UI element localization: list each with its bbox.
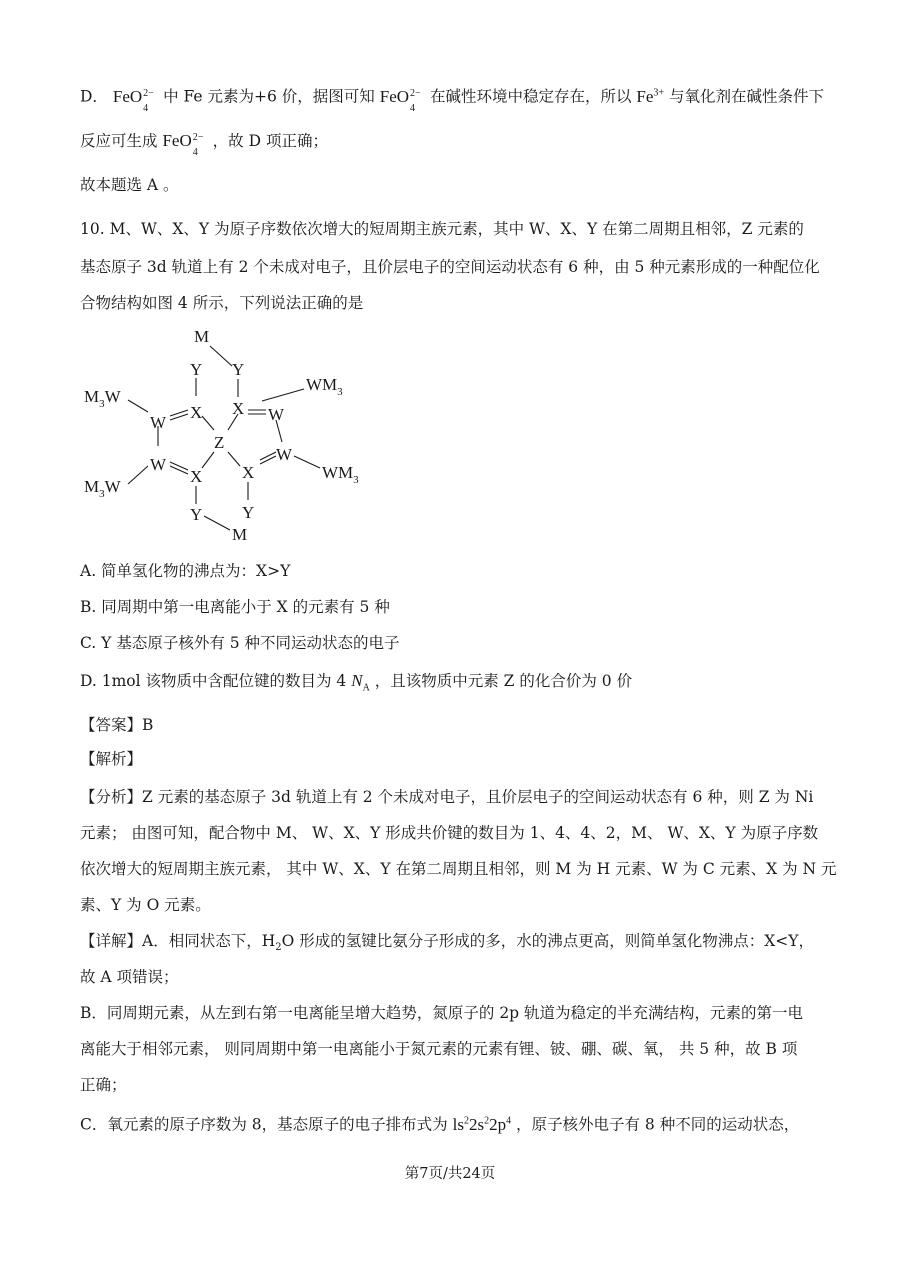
atom-w: W (150, 455, 167, 474)
atom-m: M (194, 327, 210, 346)
analysis-line: 【分析】Z 元素的基态原子 3d 轨道上有 2 个未成对电子，且价层电子的空间运动状态有 6 种，则 Z 为 Ni (80, 788, 814, 806)
prev-conclusion: 故本题选 A 。 (80, 176, 179, 194)
option-d: D. 1mol 该物质中含配位键的数目为 4 $N_A$ ，且该物质中元素 Z 的化合价为 0 价 (80, 671, 633, 694)
ferrate-ion: FeO 2− 4 (162, 131, 204, 159)
text-segment: 与氧化剂在碱性条件下 (669, 87, 825, 106)
prev-option-d-line2 (80, 130, 328, 159)
iron-ion: $Fe^{3+}$ (636, 86, 665, 106)
atom-x: X (190, 467, 203, 486)
text-segment: 在碱性环境中稳定存在，所以 (429, 87, 632, 106)
bond (128, 466, 148, 484)
bond (204, 516, 230, 530)
avogadro-symbol: $N_A$ (351, 671, 370, 694)
electron-configuration: $ls^22s^22p^4$ (452, 1114, 512, 1134)
bond (294, 456, 320, 468)
option-a: A. 简单氢化物的沸点为：X>Y (80, 562, 291, 580)
prev-option-d-line1 (80, 82, 825, 114)
atom-w: W (150, 413, 167, 432)
detail-a-line1: 【详解】A．相同状态下，$H_2O$ 形成的氢键比氨分子形成的多，水的沸点更高，则简单氢化物沸点：X<Y， (80, 932, 814, 954)
atom-m: M (232, 525, 248, 544)
analysis-line: 元素； 由图可知，配合物中 M、 W、X、Y 形成共价键的数目为 1、4、4、2，M、 W、X、Y 为原子序数 (80, 824, 819, 842)
option-c: C. Y 基态原子核外有 5 种不同运动状态的电子 (80, 634, 400, 652)
bond-double (260, 452, 276, 460)
page-footer: 第7页/共24页 (404, 1166, 496, 1182)
group-m3w: $M_3W$ (84, 387, 121, 410)
atom-x: X (242, 463, 255, 482)
bond (210, 346, 232, 366)
atom-z: Z (214, 433, 225, 452)
bond-double (170, 462, 188, 470)
option-letter: D． (80, 87, 108, 106)
analysis-line: 依次增大的短周期主族元素， 其中 W、X、Y 在第二周期且相邻，则 M 为 H 元素、W 为 C 元素、X 为 N 元 (80, 860, 837, 878)
atom-w: W (276, 445, 293, 464)
atom-x: X (190, 403, 203, 422)
detail-b-line1: B．同周期元素，从左到右第一电离能呈增大趋势，氮原子的 2p 轨道为稳定的半充满结构，元素的第一电 (80, 1004, 804, 1022)
detail-b-line2: 离能大于相邻元素， 则同周期中第一电离能小于氮元素的元素有锂、铍、硼、碳、氧， 共 5 种，故 B 项 (80, 1040, 798, 1058)
coordination-compound-diagram (80, 320, 400, 550)
detail-b-line3: 正确； (80, 1076, 127, 1094)
question-line: 10. M、W、X、Y 为原子序数依次增大的短周期主族元素，其中 W、X、Y 在第二周期且相邻，Z 元素的 (80, 220, 804, 238)
question-line: 基态原子 3d 轨道上有 2 个未成对电子，且价层电子的空间运动状态有 6 种，由 5 种元素形成的一种配位化 (80, 258, 820, 276)
bond-double (260, 456, 276, 464)
ferrate-ion: FeO 2− 4 (112, 86, 154, 114)
analysis-line: 素、Y 为 O 元素。 (80, 896, 211, 914)
coordination-bond (228, 452, 240, 466)
group-wm3: $WM_3$ (306, 375, 343, 398)
bond-double (170, 466, 188, 474)
question-line: 合物结构如图 4 所示，下列说法正确的是 (80, 294, 364, 312)
atom-y: Y (242, 503, 255, 522)
option-b: B. 同周期中第一电离能小于 X 的元素有 5 种 (80, 598, 390, 616)
text-segment: ，故 D 项正确； (212, 132, 328, 150)
atom-x: X (232, 399, 245, 418)
coordination-bond (202, 416, 214, 430)
atom-w: W (268, 405, 285, 424)
bond (128, 400, 148, 412)
atom-y: Y (232, 360, 245, 379)
answer-label: 【答案】B (80, 716, 154, 734)
group-m3w: $M_3W$ (84, 477, 121, 500)
detail-a-line2: 故 A 项错误； (80, 968, 179, 986)
analysis-heading: 【解析】 (80, 750, 143, 768)
ferrate-ion: FeO 2− 4 (379, 86, 421, 114)
atom-y: Y (190, 360, 203, 379)
group-wm3: $WM_3$ (322, 463, 359, 486)
text-segment: 反应可生成 (80, 132, 158, 150)
text-segment: 中 Fe 元素为+6 价，据图可知 (163, 87, 375, 106)
detail-c-line1: C．氧元素的原子序数为 8，基态原子的电子排布式为 $ls^22s^22p^4$ ，原子核外电子有 8 种不同的运动状态， (80, 1114, 800, 1134)
coordination-bond (202, 452, 214, 468)
bond (262, 389, 304, 401)
atom-y: Y (190, 505, 203, 524)
